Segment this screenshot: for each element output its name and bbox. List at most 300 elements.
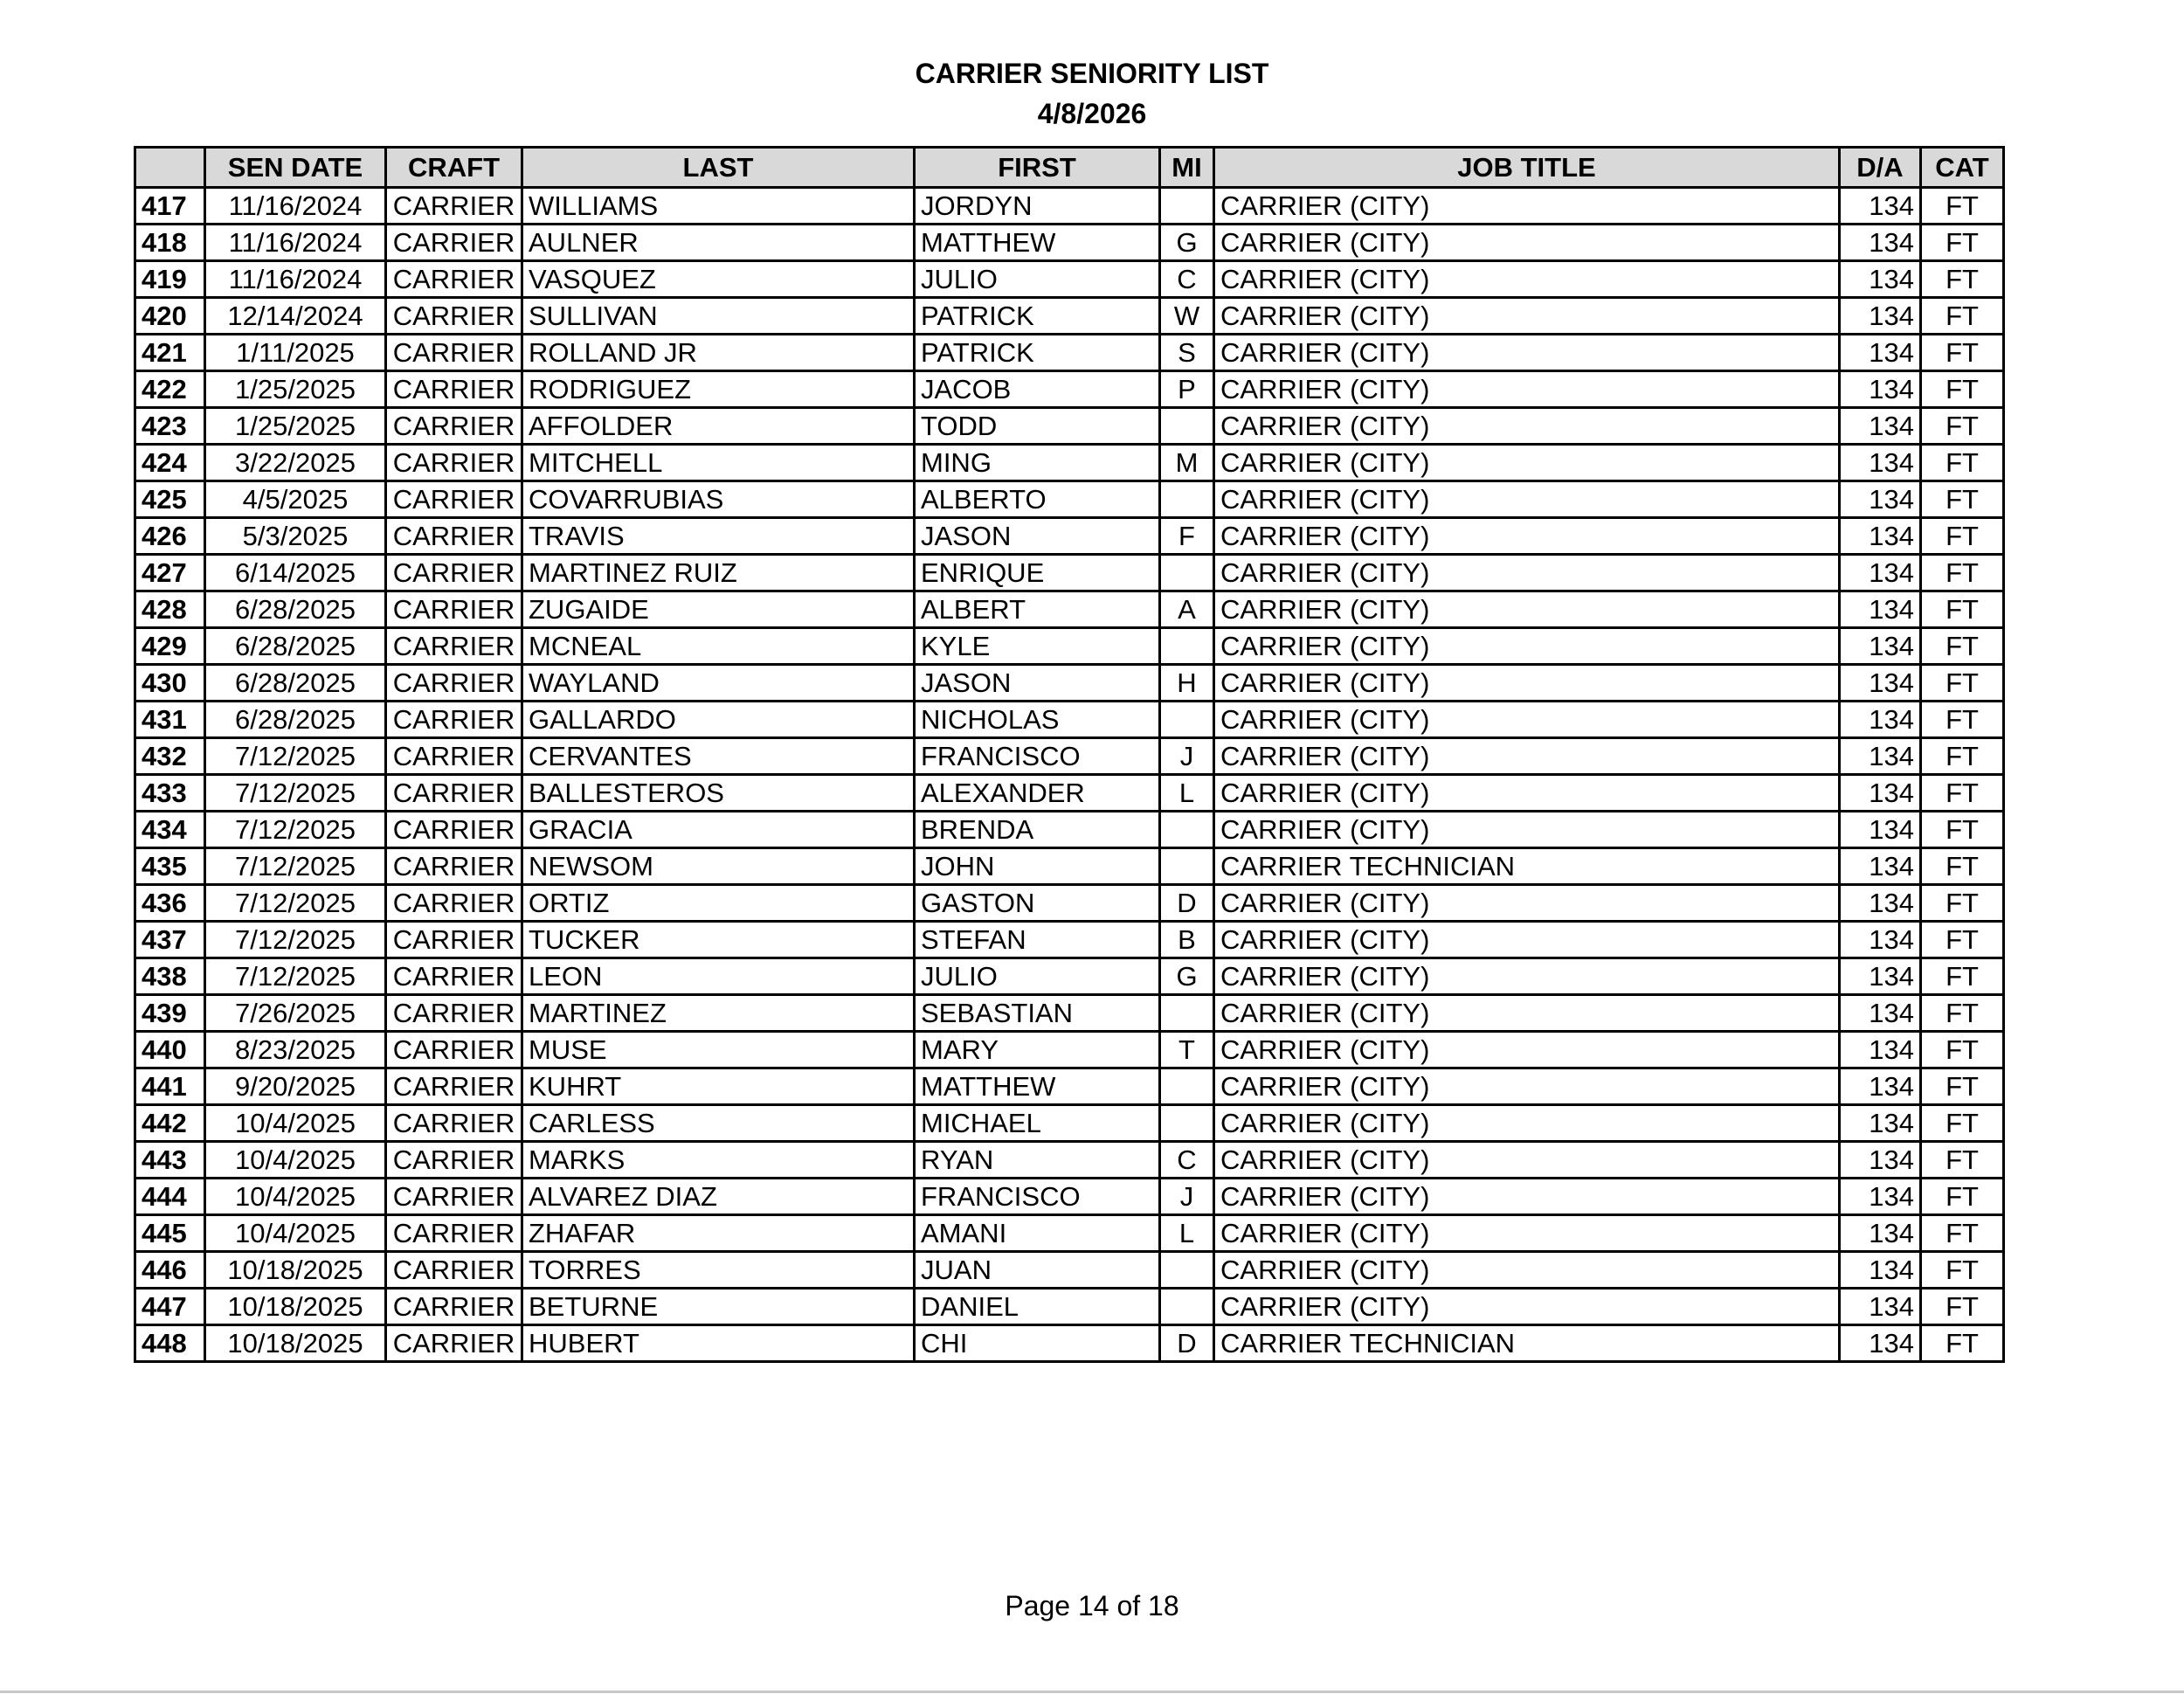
da-cell: 134 <box>1840 371 1921 408</box>
craft-cell: CARRIER <box>386 812 522 848</box>
craft-cell: CARRIER <box>386 665 522 702</box>
craft-cell: CARRIER <box>386 1068 522 1105</box>
category-cell: FT <box>1921 665 2004 702</box>
row-number: 447 <box>135 1289 205 1325</box>
craft-cell: CARRIER <box>386 958 522 995</box>
first-name-cell: RYAN <box>915 1142 1160 1179</box>
last-name-cell: MITCHELL <box>522 445 915 481</box>
col-header-first: FIRST <box>915 148 1160 188</box>
table-row <box>135 408 2004 445</box>
first-name-cell: CHI <box>915 1325 1160 1362</box>
row-number: 420 <box>135 298 205 335</box>
craft-cell: CARRIER <box>386 1032 522 1068</box>
table-body <box>135 188 2004 1362</box>
first-name-cell: JORDYN <box>915 188 1160 225</box>
last-name-cell: MARTINEZ <box>522 995 915 1032</box>
row-number: 421 <box>135 335 205 371</box>
col-header-number <box>135 148 205 188</box>
sen-date-cell: 4/5/2025 <box>205 481 386 518</box>
last-name-cell: TUCKER <box>522 922 915 958</box>
last-name-cell: AFFOLDER <box>522 408 915 445</box>
first-name-cell: KYLE <box>915 628 1160 665</box>
row-number: 436 <box>135 885 205 922</box>
job-title-cell: CARRIER (CITY) <box>1214 591 1840 628</box>
da-cell: 134 <box>1840 298 1921 335</box>
table-row <box>135 922 2004 958</box>
last-name-cell: GALLARDO <box>522 702 915 738</box>
sen-date-cell: 5/3/2025 <box>205 518 386 555</box>
job-title-cell: CARRIER (CITY) <box>1214 1068 1840 1105</box>
category-cell: FT <box>1921 188 2004 225</box>
col-header-job-title: JOB TITLE <box>1214 148 1840 188</box>
row-number: 427 <box>135 555 205 591</box>
table-row <box>135 298 2004 335</box>
table-row <box>135 1032 2004 1068</box>
first-name-cell: MARY <box>915 1032 1160 1068</box>
sen-date-cell: 1/25/2025 <box>205 408 386 445</box>
last-name-cell: MUSE <box>522 1032 915 1068</box>
first-name-cell: ALBERTO <box>915 481 1160 518</box>
row-number: 448 <box>135 1325 205 1362</box>
sen-date-cell: 10/18/2025 <box>205 1325 386 1362</box>
category-cell: FT <box>1921 445 2004 481</box>
first-name-cell: BRENDA <box>915 812 1160 848</box>
craft-cell: CARRIER <box>386 995 522 1032</box>
last-name-cell: SULLIVAN <box>522 298 915 335</box>
da-cell: 134 <box>1840 555 1921 591</box>
sen-date-cell: 7/12/2025 <box>205 922 386 958</box>
craft-cell: CARRIER <box>386 1142 522 1179</box>
category-cell: FT <box>1921 591 2004 628</box>
category-cell: FT <box>1921 371 2004 408</box>
middle-initial-cell <box>1160 188 1214 225</box>
sen-date-cell: 8/23/2025 <box>205 1032 386 1068</box>
middle-initial-cell <box>1160 812 1214 848</box>
craft-cell: CARRIER <box>386 225 522 261</box>
table-row <box>135 1068 2004 1105</box>
first-name-cell: PATRICK <box>915 335 1160 371</box>
craft-cell: CARRIER <box>386 885 522 922</box>
header-row <box>135 148 2004 188</box>
craft-cell: CARRIER <box>386 335 522 371</box>
category-cell: FT <box>1921 555 2004 591</box>
first-name-cell: JOHN <box>915 848 1160 885</box>
middle-initial-cell <box>1160 995 1214 1032</box>
last-name-cell: ALVAREZ DIAZ <box>522 1179 915 1215</box>
row-number: 430 <box>135 665 205 702</box>
sen-date-cell: 9/20/2025 <box>205 1068 386 1105</box>
row-number: 437 <box>135 922 205 958</box>
seniority-table <box>134 146 2005 1363</box>
table-row <box>135 261 2004 298</box>
col-header-mi: MI <box>1160 148 1214 188</box>
row-number: 441 <box>135 1068 205 1105</box>
row-number: 444 <box>135 1179 205 1215</box>
da-cell: 134 <box>1840 922 1921 958</box>
craft-cell: CARRIER <box>386 261 522 298</box>
sen-date-cell: 1/25/2025 <box>205 371 386 408</box>
sen-date-cell: 11/16/2024 <box>205 225 386 261</box>
category-cell: FT <box>1921 775 2004 812</box>
da-cell: 134 <box>1840 1215 1921 1252</box>
category-cell: FT <box>1921 628 2004 665</box>
last-name-cell: ROLLAND JR <box>522 335 915 371</box>
sen-date-cell: 11/16/2024 <box>205 261 386 298</box>
category-cell: FT <box>1921 481 2004 518</box>
col-header-craft: CRAFT <box>386 148 522 188</box>
first-name-cell: JULIO <box>915 958 1160 995</box>
craft-cell: CARRIER <box>386 922 522 958</box>
table-row <box>135 1215 2004 1252</box>
sen-date-cell: 10/4/2025 <box>205 1179 386 1215</box>
middle-initial-cell: H <box>1160 665 1214 702</box>
category-cell: FT <box>1921 1068 2004 1105</box>
last-name-cell: BALLESTEROS <box>522 775 915 812</box>
first-name-cell: ENRIQUE <box>915 555 1160 591</box>
last-name-cell: CARLESS <box>522 1105 915 1142</box>
da-cell: 134 <box>1840 665 1921 702</box>
first-name-cell: STEFAN <box>915 922 1160 958</box>
last-name-cell: BETURNE <box>522 1289 915 1325</box>
job-title-cell: CARRIER (CITY) <box>1214 1179 1840 1215</box>
da-cell: 134 <box>1840 1252 1921 1289</box>
category-cell: FT <box>1921 702 2004 738</box>
job-title-cell: CARRIER (CITY) <box>1214 958 1840 995</box>
first-name-cell: FRANCISCO <box>915 738 1160 775</box>
da-cell: 134 <box>1840 995 1921 1032</box>
last-name-cell: COVARRUBIAS <box>522 481 915 518</box>
table-row <box>135 518 2004 555</box>
category-cell: FT <box>1921 1032 2004 1068</box>
row-number: 433 <box>135 775 205 812</box>
page-bottom-rule <box>0 1691 2184 1693</box>
last-name-cell: WILLIAMS <box>522 188 915 225</box>
sen-date-cell: 7/12/2025 <box>205 885 386 922</box>
last-name-cell: VASQUEZ <box>522 261 915 298</box>
da-cell: 134 <box>1840 1179 1921 1215</box>
row-number: 432 <box>135 738 205 775</box>
craft-cell: CARRIER <box>386 298 522 335</box>
page-title: CARRIER SENIORITY LIST <box>915 58 1269 89</box>
craft-cell: CARRIER <box>386 848 522 885</box>
da-cell: 134 <box>1840 1105 1921 1142</box>
category-cell: FT <box>1921 408 2004 445</box>
row-number: 446 <box>135 1252 205 1289</box>
first-name-cell: NICHOLAS <box>915 702 1160 738</box>
middle-initial-cell <box>1160 555 1214 591</box>
first-name-cell: DANIEL <box>915 1289 1160 1325</box>
da-cell: 134 <box>1840 848 1921 885</box>
job-title-cell: CARRIER (CITY) <box>1214 371 1840 408</box>
da-cell: 134 <box>1840 1032 1921 1068</box>
table-row <box>135 1105 2004 1142</box>
da-cell: 134 <box>1840 1325 1921 1362</box>
craft-cell: CARRIER <box>386 1179 522 1215</box>
first-name-cell: PATRICK <box>915 298 1160 335</box>
craft-cell: CARRIER <box>386 775 522 812</box>
sen-date-cell: 7/12/2025 <box>205 738 386 775</box>
sen-date-cell: 7/12/2025 <box>205 812 386 848</box>
sen-date-cell: 12/14/2024 <box>205 298 386 335</box>
middle-initial-cell: F <box>1160 518 1214 555</box>
first-name-cell: MING <box>915 445 1160 481</box>
col-header-sen-date: SEN DATE <box>205 148 386 188</box>
first-name-cell: JASON <box>915 665 1160 702</box>
table-row <box>135 885 2004 922</box>
sen-date-cell: 10/18/2025 <box>205 1289 386 1325</box>
middle-initial-cell <box>1160 481 1214 518</box>
middle-initial-cell: L <box>1160 775 1214 812</box>
row-number: 443 <box>135 1142 205 1179</box>
category-cell: FT <box>1921 1325 2004 1362</box>
job-title-cell: CARRIER (CITY) <box>1214 922 1840 958</box>
last-name-cell: MARKS <box>522 1142 915 1179</box>
job-title-cell: CARRIER (CITY) <box>1214 885 1840 922</box>
first-name-cell: MATTHEW <box>915 225 1160 261</box>
craft-cell: CARRIER <box>386 1289 522 1325</box>
category-cell: FT <box>1921 1289 2004 1325</box>
job-title-cell: CARRIER (CITY) <box>1214 445 1840 481</box>
first-name-cell: SEBASTIAN <box>915 995 1160 1032</box>
last-name-cell: KUHRT <box>522 1068 915 1105</box>
da-cell: 134 <box>1840 812 1921 848</box>
craft-cell: CARRIER <box>386 738 522 775</box>
job-title-cell: CARRIER (CITY) <box>1214 628 1840 665</box>
category-cell: FT <box>1921 738 2004 775</box>
job-title-cell: CARRIER (CITY) <box>1214 665 1840 702</box>
table-row <box>135 775 2004 812</box>
sen-date-cell: 11/16/2024 <box>205 188 386 225</box>
table-row <box>135 848 2004 885</box>
table-row <box>135 665 2004 702</box>
category-cell: FT <box>1921 1142 2004 1179</box>
table-row <box>135 1179 2004 1215</box>
table-row <box>135 958 2004 995</box>
last-name-cell: TORRES <box>522 1252 915 1289</box>
last-name-cell: MCNEAL <box>522 628 915 665</box>
da-cell: 134 <box>1840 188 1921 225</box>
da-cell: 134 <box>1840 335 1921 371</box>
last-name-cell: RODRIGUEZ <box>522 371 915 408</box>
last-name-cell: GRACIA <box>522 812 915 848</box>
first-name-cell: MATTHEW <box>915 1068 1160 1105</box>
table-row <box>135 1142 2004 1179</box>
first-name-cell: ALBERT <box>915 591 1160 628</box>
sen-date-cell: 6/28/2025 <box>205 702 386 738</box>
da-cell: 134 <box>1840 591 1921 628</box>
sen-date-cell: 6/28/2025 <box>205 665 386 702</box>
last-name-cell: LEON <box>522 958 915 995</box>
job-title-cell: CARRIER TECHNICIAN <box>1214 848 1840 885</box>
last-name-cell: MARTINEZ RUIZ <box>522 555 915 591</box>
da-cell: 134 <box>1840 958 1921 995</box>
craft-cell: CARRIER <box>386 628 522 665</box>
sen-date-cell: 7/12/2025 <box>205 775 386 812</box>
list-date: 4/8/2026 <box>1037 98 1147 129</box>
category-cell: FT <box>1921 225 2004 261</box>
middle-initial-cell: C <box>1160 261 1214 298</box>
last-name-cell: NEWSOM <box>522 848 915 885</box>
da-cell: 134 <box>1840 1142 1921 1179</box>
job-title-cell: CARRIER (CITY) <box>1214 1252 1840 1289</box>
sen-date-cell: 6/14/2025 <box>205 555 386 591</box>
job-title-cell: CARRIER (CITY) <box>1214 261 1840 298</box>
col-header-last: LAST <box>522 148 915 188</box>
job-title-cell: CARRIER (CITY) <box>1214 1215 1840 1252</box>
da-cell: 134 <box>1840 225 1921 261</box>
middle-initial-cell <box>1160 1252 1214 1289</box>
middle-initial-cell: D <box>1160 1325 1214 1362</box>
sen-date-cell: 10/4/2025 <box>205 1142 386 1179</box>
da-cell: 134 <box>1840 445 1921 481</box>
craft-cell: CARRIER <box>386 1215 522 1252</box>
category-cell: FT <box>1921 518 2004 555</box>
middle-initial-cell: D <box>1160 885 1214 922</box>
first-name-cell: ALEXANDER <box>915 775 1160 812</box>
category-cell: FT <box>1921 812 2004 848</box>
row-number: 423 <box>135 408 205 445</box>
middle-initial-cell: A <box>1160 591 1214 628</box>
row-number: 429 <box>135 628 205 665</box>
sen-date-cell: 1/11/2025 <box>205 335 386 371</box>
craft-cell: CARRIER <box>386 1325 522 1362</box>
row-number: 418 <box>135 225 205 261</box>
middle-initial-cell: W <box>1160 298 1214 335</box>
row-number: 428 <box>135 591 205 628</box>
middle-initial-cell: P <box>1160 371 1214 408</box>
craft-cell: CARRIER <box>386 702 522 738</box>
job-title-cell: CARRIER (CITY) <box>1214 298 1840 335</box>
table-row <box>135 188 2004 225</box>
page-number: Page 14 of 18 <box>1005 1590 1179 1621</box>
middle-initial-cell <box>1160 848 1214 885</box>
job-title-cell: CARRIER (CITY) <box>1214 1105 1840 1142</box>
sen-date-cell: 6/28/2025 <box>205 591 386 628</box>
category-cell: FT <box>1921 1252 2004 1289</box>
category-cell: FT <box>1921 848 2004 885</box>
table-row <box>135 481 2004 518</box>
middle-initial-cell: T <box>1160 1032 1214 1068</box>
table-row <box>135 591 2004 628</box>
job-title-cell: CARRIER (CITY) <box>1214 738 1840 775</box>
col-header-cat: CAT <box>1921 148 2004 188</box>
da-cell: 134 <box>1840 261 1921 298</box>
middle-initial-cell <box>1160 1068 1214 1105</box>
da-cell: 134 <box>1840 408 1921 445</box>
job-title-cell: CARRIER (CITY) <box>1214 408 1840 445</box>
middle-initial-cell: C <box>1160 1142 1214 1179</box>
job-title-cell: CARRIER TECHNICIAN <box>1214 1325 1840 1362</box>
last-name-cell: HUBERT <box>522 1325 915 1362</box>
sen-date-cell: 3/22/2025 <box>205 445 386 481</box>
row-number: 426 <box>135 518 205 555</box>
table-row <box>135 738 2004 775</box>
row-number: 438 <box>135 958 205 995</box>
table-row <box>135 1289 2004 1325</box>
row-number: 422 <box>135 371 205 408</box>
category-cell: FT <box>1921 261 2004 298</box>
table-row <box>135 812 2004 848</box>
first-name-cell: JUAN <box>915 1252 1160 1289</box>
table-row <box>135 225 2004 261</box>
job-title-cell: CARRIER (CITY) <box>1214 555 1840 591</box>
middle-initial-cell: L <box>1160 1215 1214 1252</box>
job-title-cell: CARRIER (CITY) <box>1214 1289 1840 1325</box>
da-cell: 134 <box>1840 1068 1921 1105</box>
craft-cell: CARRIER <box>386 591 522 628</box>
table-row <box>135 371 2004 408</box>
category-cell: FT <box>1921 1179 2004 1215</box>
last-name-cell: CERVANTES <box>522 738 915 775</box>
craft-cell: CARRIER <box>386 408 522 445</box>
sen-date-cell: 7/12/2025 <box>205 958 386 995</box>
row-number: 434 <box>135 812 205 848</box>
table-row <box>135 628 2004 665</box>
last-name-cell: WAYLAND <box>522 665 915 702</box>
middle-initial-cell <box>1160 1289 1214 1325</box>
last-name-cell: AULNER <box>522 225 915 261</box>
sen-date-cell: 10/18/2025 <box>205 1252 386 1289</box>
row-number: 417 <box>135 188 205 225</box>
job-title-cell: CARRIER (CITY) <box>1214 1032 1840 1068</box>
da-cell: 134 <box>1840 775 1921 812</box>
craft-cell: CARRIER <box>386 518 522 555</box>
sen-date-cell: 7/12/2025 <box>205 848 386 885</box>
first-name-cell: JULIO <box>915 261 1160 298</box>
da-cell: 134 <box>1840 518 1921 555</box>
craft-cell: CARRIER <box>386 371 522 408</box>
craft-cell: CARRIER <box>386 1252 522 1289</box>
first-name-cell: JACOB <box>915 371 1160 408</box>
middle-initial-cell <box>1160 628 1214 665</box>
job-title-cell: CARRIER (CITY) <box>1214 775 1840 812</box>
table-row <box>135 445 2004 481</box>
category-cell: FT <box>1921 995 2004 1032</box>
category-cell: FT <box>1921 958 2004 995</box>
table-row <box>135 1325 2004 1362</box>
middle-initial-cell <box>1160 1105 1214 1142</box>
middle-initial-cell: G <box>1160 225 1214 261</box>
first-name-cell: GASTON <box>915 885 1160 922</box>
job-title-cell: CARRIER (CITY) <box>1214 225 1840 261</box>
craft-cell: CARRIER <box>386 445 522 481</box>
table-row <box>135 335 2004 371</box>
middle-initial-cell <box>1160 408 1214 445</box>
job-title-cell: CARRIER (CITY) <box>1214 518 1840 555</box>
last-name-cell: ZHAFAR <box>522 1215 915 1252</box>
row-number: 440 <box>135 1032 205 1068</box>
row-number: 424 <box>135 445 205 481</box>
row-number: 425 <box>135 481 205 518</box>
category-cell: FT <box>1921 335 2004 371</box>
da-cell: 134 <box>1840 1289 1921 1325</box>
first-name-cell: FRANCISCO <box>915 1179 1160 1215</box>
middle-initial-cell <box>1160 702 1214 738</box>
sen-date-cell: 7/26/2025 <box>205 995 386 1032</box>
sen-date-cell: 10/4/2025 <box>205 1215 386 1252</box>
category-cell: FT <box>1921 885 2004 922</box>
da-cell: 134 <box>1840 885 1921 922</box>
table-row <box>135 1252 2004 1289</box>
last-name-cell: ORTIZ <box>522 885 915 922</box>
middle-initial-cell: B <box>1160 922 1214 958</box>
first-name-cell: TODD <box>915 408 1160 445</box>
category-cell: FT <box>1921 1105 2004 1142</box>
middle-initial-cell: G <box>1160 958 1214 995</box>
job-title-cell: CARRIER (CITY) <box>1214 188 1840 225</box>
table-row <box>135 702 2004 738</box>
da-cell: 134 <box>1840 702 1921 738</box>
